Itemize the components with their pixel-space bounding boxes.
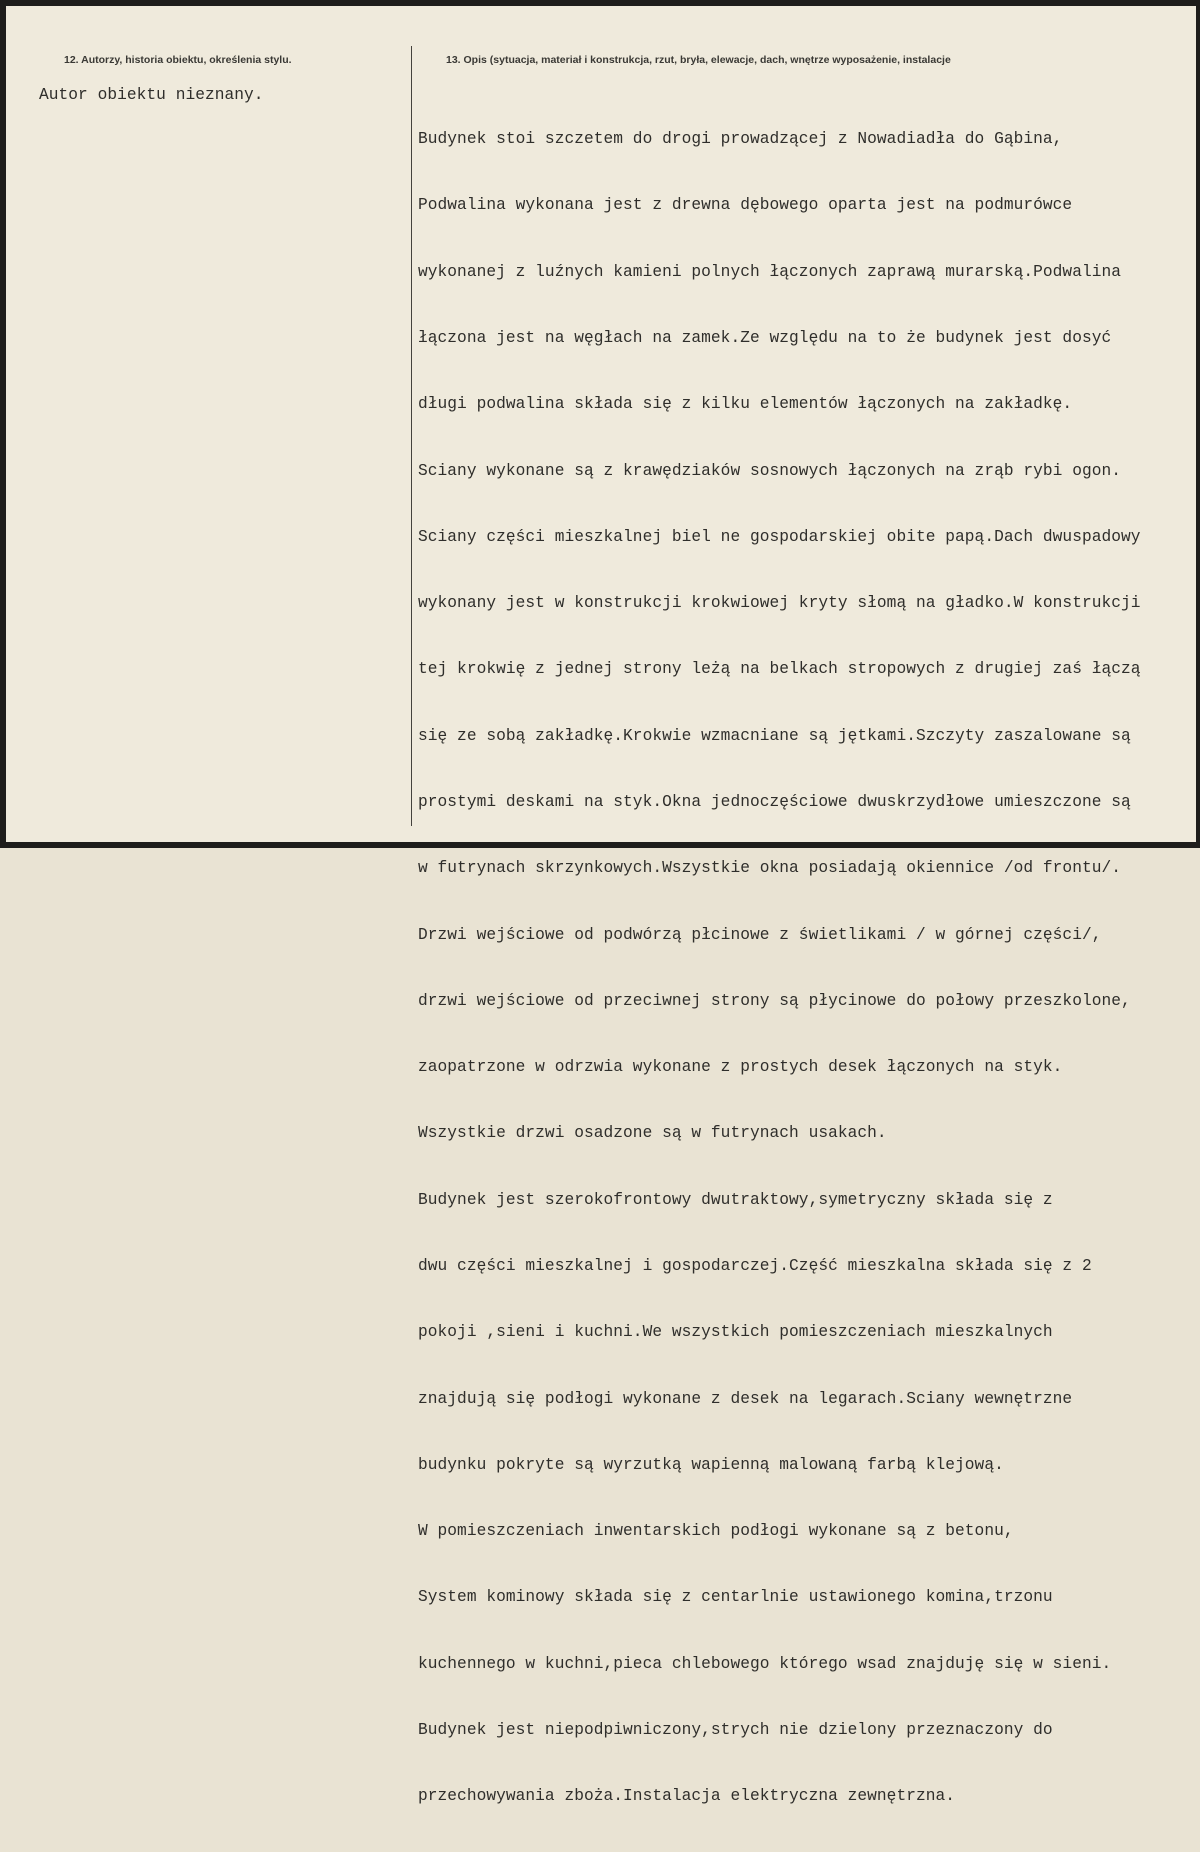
description-line: budynku pokryte są wyrzutką wapienną malowaną farbą klejową. <box>418 1455 1004 1474</box>
description-line: przechowywania zboża.Instalacja elektryczna zewnętrzna. <box>418 1787 956 1806</box>
section-13-header: 13. Opis (sytuacja, materiał i konstrukcja, rzut, bryła, elewacje, dach, wnętrze wyposażenie, instalacje <box>446 54 951 66</box>
description-line: drzwi wejściowe od przeciwnej strony są płycinowe do połowy przeszkolone, <box>418 991 1131 1010</box>
description-line: Sciany wykonane są z krawędziaków sosnowych łączonych na zrąb rybi ogon. <box>418 461 1122 480</box>
description-line: długi podwalina składa się z kilku elementów łączonych na zakładkę. <box>418 395 1073 414</box>
description-line: zaopatrzone w odrzwia wykonane z prostych desek łączonych na styk. <box>418 1058 1063 1077</box>
description-line: wykonany jest w konstrukcji krokwiowej kryty słomą na gładko.W konstrukcji <box>418 594 1141 613</box>
description-line: w futrynach skrzynkowych.Wszystkie okna posiadają okiennice /od frontu/. <box>418 859 1122 878</box>
description-line: Budynek jest niepodpiwniczony,strych nie dzielony przeznaczony do <box>418 1720 1053 1739</box>
description-line: tej krokwię z jednej strony leżą na belkach stropowych z drugiej zaś łączą <box>418 660 1141 679</box>
description-line: łączona jest na węgłach na zamek.Ze względu na to że budynek jest dosyć <box>418 329 1112 348</box>
description-line: Drzwi wejściowe od podwórzą płcinowe z świetlikami / w górnej części/, <box>418 925 1102 944</box>
description-line: wykonanej z luźnych kamieni polnych łączonych zaprawą murarską.Podwalina <box>418 262 1122 281</box>
description-line: znajdują się podłogi wykonane z desek na legarach.Sciany wewnętrzne <box>418 1389 1073 1408</box>
description-line: Podwalina wykonana jest z drewna dębowego oparta jest na podmurówce <box>418 196 1073 215</box>
description-line: Budynek stoi szczetem do drogi prowadzącej z Nowadiadła do Gąbina, <box>418 130 1063 149</box>
column-divider <box>411 46 412 826</box>
description-line: Budynek jest szerokofrontowy dwutraktowy,symetryczny składa się z <box>418 1190 1053 1209</box>
description-text <box>418 84 1141 1852</box>
description-line: się ze sobą zakładkę.Krokwie wzmacniane są jętkami.Szczyty zaszalowane są <box>418 726 1131 745</box>
description-line: Wszystkie drzwi osadzone są w futrynach usakach. <box>418 1124 887 1143</box>
description-line: System kominowy składa się z centarlnie ustawionego komina,trzonu <box>418 1588 1053 1607</box>
section-12-header: 12. Autorzy, historia obiektu, określenia stylu. <box>64 54 292 66</box>
description-line: kuchennego w kuchni,pieca chlebowego którego wsad znajduję się w sieni. <box>418 1654 1112 1673</box>
description-line: Sciany części mieszkalnej biel ne gospodarskiej obite papą.Dach dwuspadowy <box>418 527 1141 546</box>
description-line: W pomieszczeniach inwentarskich podłogi wykonane są z betonu, <box>418 1522 1014 1541</box>
description-line: dwu części mieszkalnej i gospodarczej.Część mieszkalna składa się z 2 <box>418 1256 1092 1275</box>
description-line: prostymi deskami na styk.Okna jednoczęściowe dwuskrzydłowe umieszczone są <box>418 793 1131 811</box>
author-text: Autor obiektu nieznany. <box>39 86 264 104</box>
description-line: pokoji ,sieni i kuchni.We wszystkich pomieszczeniach mieszkalnych <box>418 1323 1053 1342</box>
